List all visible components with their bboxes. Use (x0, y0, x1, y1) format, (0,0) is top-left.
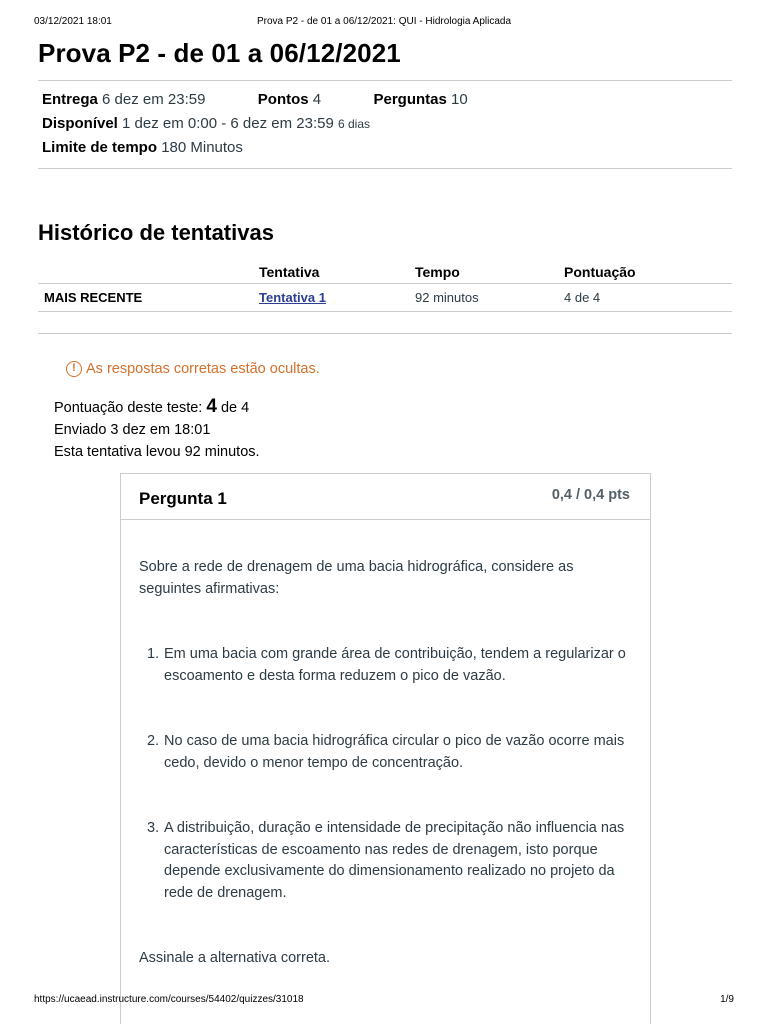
limite-label: Limite de tempo (42, 139, 158, 156)
col-header-time: Tempo (415, 264, 460, 280)
history-title: Histórico de tentativas (38, 220, 274, 245)
list-item (147, 731, 632, 774)
attempt-link[interactable]: Tentativa 1 (259, 290, 326, 305)
entrega-label: Entrega (42, 91, 98, 108)
score-suffix: de 4 (220, 400, 250, 416)
result-summary (54, 396, 260, 463)
disponivel-label: Disponível (42, 115, 118, 132)
question-header (121, 474, 650, 520)
print-doc-title: Prova P2 - de 01 a 06/12/2021: QUI - Hidrologia Aplicada (256, 16, 512, 27)
statement-list (139, 644, 632, 904)
question-prompt: Assinale a alternativa correta. (139, 950, 331, 966)
pontos-value: 4 (312, 91, 322, 108)
print-datetime: 03/12/2021 18:01 (34, 16, 112, 27)
perguntas-value: 10 (451, 91, 468, 108)
row-time: 92 minutos (415, 290, 479, 305)
history-table (38, 258, 732, 312)
item-text: A distribuição, duração e intensidade de precipitação não influencia nas características de escoamento nas redes de drenagem, isto porque depende exclusivamente do dimensionamento realizado no projeto da rede de drenagem. (164, 820, 625, 901)
print-footer (34, 994, 734, 1008)
print-header (34, 16, 734, 30)
score-line (54, 396, 260, 419)
item-number: 1. (147, 646, 160, 662)
disponivel-days: 6 dias (338, 117, 371, 131)
hidden-answers-notice (66, 361, 320, 377)
quiz-meta-row-2 (42, 115, 370, 132)
limite-value: 180 Minutos (161, 139, 243, 156)
question-title: Pergunta 1 (139, 489, 227, 508)
col-header-attempt: Tentativa (259, 264, 320, 280)
question-card (120, 473, 651, 1024)
question-points: 0,4 / 0,4 pts (551, 487, 630, 503)
page-title: Prova P2 - de 01 a 06/12/2021 (38, 38, 401, 68)
print-url: https://ucaead.instructure.com/courses/54402/quizzes/31018 (34, 994, 304, 1005)
disponivel-value: 1 dez em 0:00 - 6 dez em 23:59 (122, 115, 334, 132)
divider (38, 168, 732, 169)
duration-line: Esta tentativa levou 92 minutos. (54, 444, 260, 460)
item-text: No caso de uma bacia hidrográfica circular o pico de vazão ocorre mais cedo, devido o menor tempo de concentração. (164, 733, 625, 771)
item-text: Em uma bacia com grande área de contribuição, tendem a regularizar o escoamento e desta forma reduzem o pico de vazão. (164, 646, 626, 684)
item-number: 3. (147, 820, 160, 836)
perguntas-label: Perguntas (373, 91, 447, 108)
score-value: 4 (206, 396, 217, 417)
list-item (147, 644, 632, 687)
divider (38, 333, 732, 334)
divider (38, 80, 732, 81)
quiz-meta-row-3 (42, 139, 243, 156)
table-row (38, 284, 732, 312)
notice-text: As respostas corretas estão ocultas. (86, 361, 320, 377)
col-header-score: Pontuação (564, 264, 636, 280)
pontos-label: Pontos (257, 91, 309, 108)
item-number: 2. (147, 733, 160, 749)
entrega-value: 6 dez em 23:59 (102, 91, 206, 108)
list-item (147, 818, 632, 904)
alert-circle-icon: ! (66, 361, 82, 377)
sent-line: Enviado 3 dez em 18:01 (54, 422, 211, 438)
question-intro: Sobre a rede de drenagem de uma bacia hidrográfica, considere as seguintes afirmativas: (139, 559, 574, 597)
question-body (121, 520, 650, 970)
history-table-header (38, 258, 732, 284)
quiz-meta-row-1 (42, 91, 468, 108)
score-prefix: Pontuação deste teste: (54, 400, 203, 416)
print-page-number: 1/9 (720, 994, 734, 1005)
row-score: 4 de 4 (564, 290, 601, 305)
row-label: MAIS RECENTE (44, 290, 143, 305)
